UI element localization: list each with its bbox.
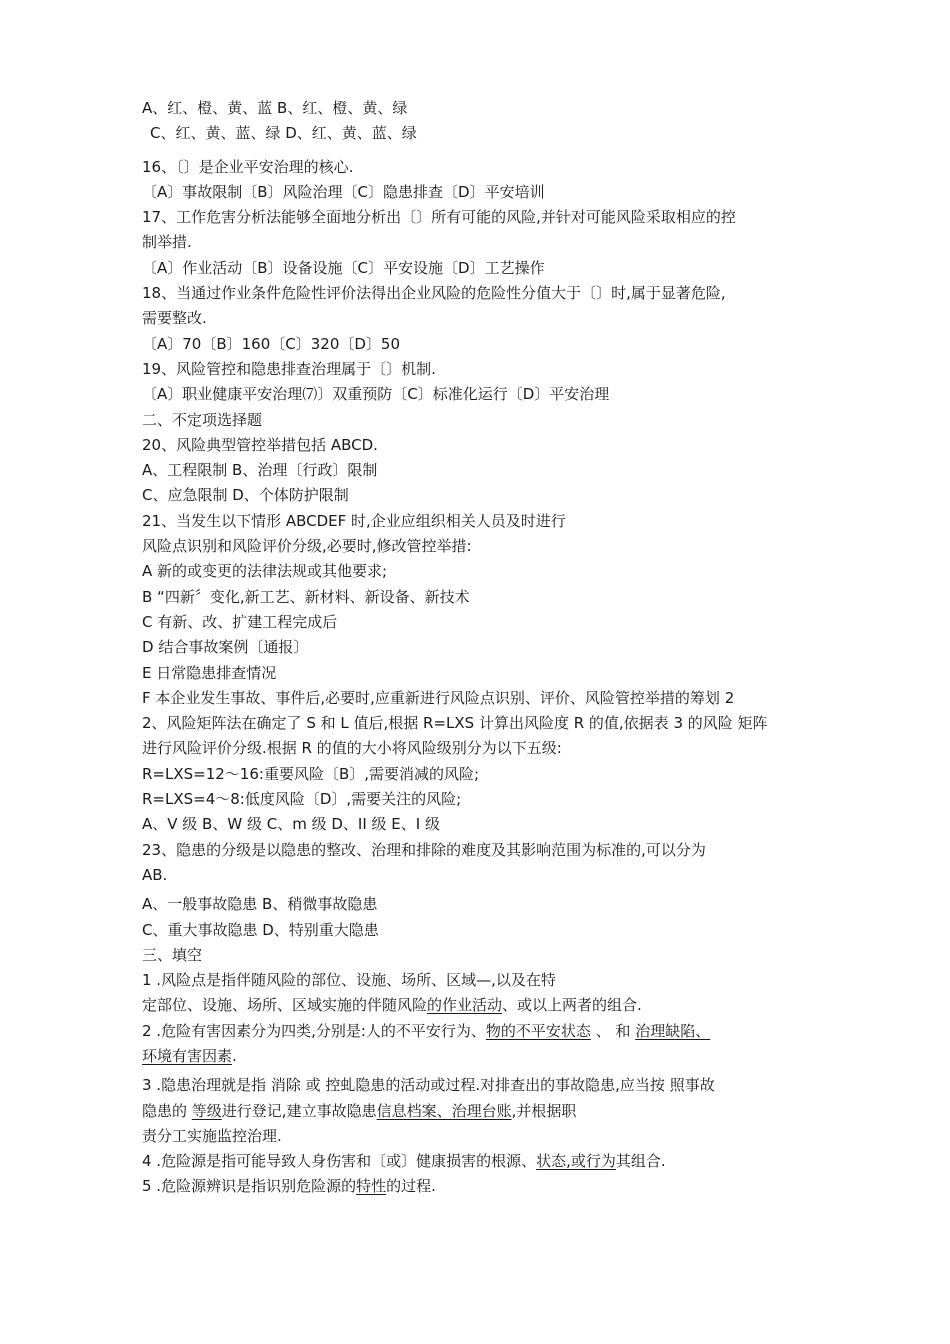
question-21-cont: 风险点识别和风险评价分级,必要时,修改管控举措: (142, 537, 472, 556)
fill-question-1: 1 .风险点是指伴随风险的部位、设施、场所、区域—,以及在特 (142, 971, 556, 990)
question-23-cont: AB. (142, 865, 168, 884)
option-line: 〔A〕70〔B〕160〔C〕320〔D〕50 (142, 334, 401, 353)
formula-line: R=LXS=4〜8:低度风险〔D〕,需要关注的风险; (142, 790, 462, 809)
option-line: C、重大事故隐患 D、特别重大隐患 (142, 920, 379, 939)
option-line: A、红、橙、黄、蓝 B、红、橙、黄、绿 (142, 99, 408, 117)
question-18-cont: 需要整改. (142, 309, 207, 328)
answer-blank: 等级 (191, 1101, 222, 1120)
question-17: 17、工作危害分析法能够全面地分析出〔〕所有可能的风险,并针对可能风险采取相应的控 (142, 208, 736, 227)
option-line: 〔A〕事故限制〔B〕风险治理〔C〕隐患排查〔D〕平安培训 (142, 182, 545, 201)
answer-blank: 状态,或行为 (536, 1152, 616, 1171)
option-line: C、应急限制 D、个体防护限制 (142, 486, 349, 505)
option-line: A、一般事故隐患 B、稍微事故隐患 (142, 895, 378, 914)
answer-blank: 环境有害因素 (142, 1046, 233, 1065)
answer-blank: 的作业活动 (427, 996, 503, 1015)
question-16: 16、〔〕是企业平安治理的核心. (142, 157, 354, 176)
document-body (142, 96, 822, 1200)
section-heading: 三、填空 (142, 945, 203, 964)
answer-blank: 信息档案、治理台账 (376, 1101, 512, 1120)
question-19: 19、风险管控和隐患排查治理属于〔〕机制. (142, 359, 436, 378)
option-line: 〔A〕职业健康平安治理⑺〕双重预防〔C〕标准化运行〔D〕平安治理 (142, 385, 610, 404)
fill-question-5: 5 .危险源辨识是指识别危险源的特性的过程. (142, 1177, 436, 1196)
list-item: C 有新、改、扩建工程完成后 (142, 612, 338, 631)
answer-blank: 特性 (356, 1177, 387, 1196)
question-22-cont: 进行风险评价分级.根据 R 的值的大小将风险级别分为以下五级: (142, 739, 562, 758)
list-item: A 新的或变更的法律法规或其他要求; (142, 562, 388, 581)
formula-line: R=LXS=12〜16:重要风险〔B〕,需要消减的风险; (142, 764, 480, 783)
question-22: 2、风险矩阵法在确定了 S 和 L 值后,根据 R=LXS 计算出风险度 R 的值,依据表 3 的风险 矩阵 (142, 714, 768, 733)
option-line: 〔A〕作业活动〔B〕设备设施〔C〕平安设施〔D〕工艺操作 (142, 258, 545, 277)
question-21: 21、当发生以下情形 ABCDEF 时,企业应组织相关人员及时进行 (142, 511, 566, 530)
list-item: E 日常隐患排查情况 (142, 663, 277, 682)
list-item: D 结合事故案例〔通报〕 (142, 638, 309, 657)
question-23: 23、隐患的分级是以隐患的整改、治理和排除的难度及其影响范围为标准的,可以分为 (142, 840, 706, 859)
option-line: A、V 级 B、W 级 C、m 级 D、II 级 E、I 级 (142, 815, 440, 834)
list-item: F 本企业发生事故、事件后,必要时,应重新进行风险点识别、评价、风险管控举措的筹划 2 (142, 688, 735, 707)
fill-question-3-cont: 隐患的 等级进行登记,建立事故隐患信息档案、治理台账,并根据职 (142, 1101, 577, 1120)
fill-question-4: 4 .危险源是指可能导致人身伤害和〔或〕健康损害的根源、状态,或行为其组合. (142, 1152, 666, 1171)
fill-question-2: 2 .危险有害因素分为四类,分别是:人的不平安行为、物的不平安状态 、 和 治理缺陷、 (142, 1021, 711, 1040)
question-17-cont: 制举措. (142, 233, 192, 252)
question-18: 18、当通过作业条件危险性评价法得出企业风险的危险性分值大于〔〕时,属于显著危险, (142, 284, 726, 303)
option-line: A、工程限制 B、治理〔行政〕限制 (142, 461, 378, 480)
fill-question-2-cont: 环境有害因素. (142, 1046, 237, 1065)
section-heading: 二、不定项选择题 (142, 410, 263, 429)
fill-question-3-end: 责分工实施监控治理. (142, 1126, 282, 1145)
fill-question-3: 3 .隐患治理就是指 消除 或 控虬隐患的活动或过程.对排查出的事故隐患,应当按 照事故 (142, 1076, 715, 1095)
answer-blank: 物的不平安状态 (485, 1021, 591, 1040)
question-20: 20、风险典型管控举措包括 ABCD. (142, 435, 378, 454)
fill-question-1-cont: 定部位、设施、场所、区域实施的伴随风险的作业活动、或以上两者的组合. (142, 996, 642, 1015)
option-line: C、红、黄、蓝、绿 D、红、黄、蓝、绿 (150, 124, 417, 143)
answer-blank: 治理缺陷、 (635, 1021, 711, 1040)
list-item: B “四新〞变化,新工艺、新材料、新设备、新技术 (142, 587, 470, 606)
